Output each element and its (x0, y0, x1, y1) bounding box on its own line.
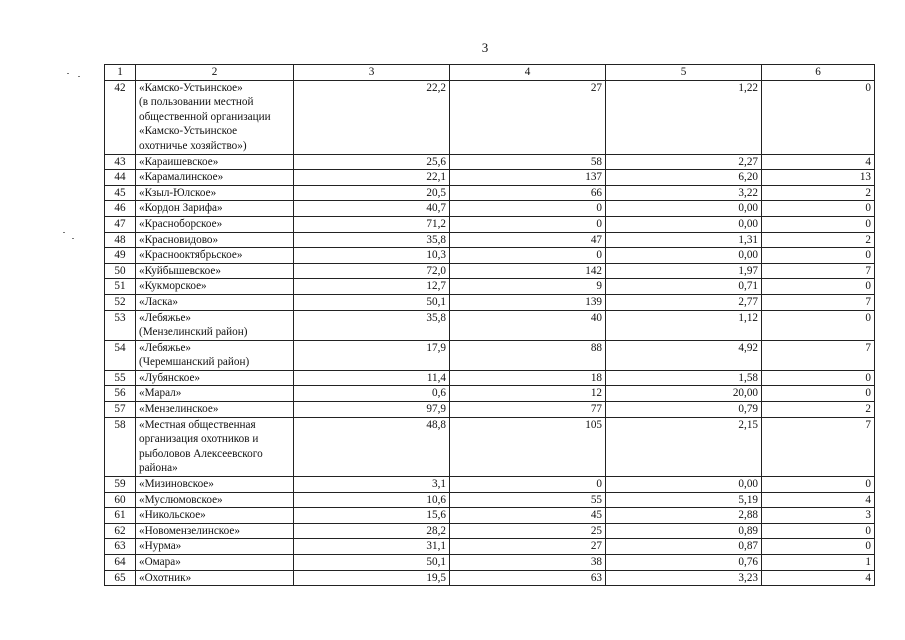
value-col-6: 3 (762, 508, 875, 524)
value-col-5: 1,22 (606, 80, 762, 154)
row-number: 61 (105, 508, 136, 524)
table-row (105, 370, 875, 386)
value-col-5: 20,00 (606, 386, 762, 402)
value-col-6: 2 (762, 232, 875, 248)
value-col-5: 6,20 (606, 170, 762, 186)
hunting-ground-name (136, 154, 294, 170)
hunting-ground-name (136, 386, 294, 402)
name-line: «Мензелинское» (139, 403, 219, 416)
name-line: (Мензелинский район) (139, 326, 248, 339)
hunting-ground-name (136, 263, 294, 279)
value-col-3: 3,1 (294, 477, 450, 493)
hunting-ground-name (136, 555, 294, 571)
row-number: 65 (105, 570, 136, 586)
value-col-5: 3,23 (606, 570, 762, 586)
value-col-4: 12 (450, 386, 606, 402)
hunting-ground-name (136, 201, 294, 217)
hunting-ground-name (136, 523, 294, 539)
hunting-ground-name (136, 402, 294, 418)
name-line: «Новомензелинское» (139, 524, 240, 537)
value-col-3: 71,2 (294, 216, 450, 232)
hunting-ground-name (136, 170, 294, 186)
value-col-4: 77 (450, 402, 606, 418)
value-col-3: 28,2 (294, 523, 450, 539)
value-col-4: 0 (450, 216, 606, 232)
table-row (105, 232, 875, 248)
name-line: организация охотников и (139, 433, 259, 446)
value-col-5: 1,97 (606, 263, 762, 279)
value-col-6: 0 (762, 539, 875, 555)
table-row (105, 477, 875, 493)
hunting-ground-name (136, 310, 294, 340)
value-col-3: 22,1 (294, 170, 450, 186)
name-line: «Местная общественная (139, 418, 256, 431)
table-row (105, 386, 875, 402)
value-col-3: 35,8 (294, 232, 450, 248)
value-col-6: 7 (762, 263, 875, 279)
table-row (105, 492, 875, 508)
table-row (105, 170, 875, 186)
name-line: «Лебяжье» (139, 311, 192, 324)
value-col-5: 0,00 (606, 248, 762, 264)
table-row (105, 417, 875, 476)
value-col-6: 0 (762, 80, 875, 154)
row-number: 42 (105, 80, 136, 154)
value-col-6: 1 (762, 555, 875, 571)
table-row (105, 248, 875, 264)
name-line: «Красновидово» (139, 233, 219, 246)
row-number: 56 (105, 386, 136, 402)
header-cell-2: 2 (136, 65, 294, 81)
table-row (105, 154, 875, 170)
value-col-4: 0 (450, 477, 606, 493)
hunting-ground-name (136, 539, 294, 555)
table-row (105, 294, 875, 310)
value-col-6: 2 (762, 185, 875, 201)
row-number: 52 (105, 294, 136, 310)
value-col-3: 31,1 (294, 539, 450, 555)
table-body (105, 65, 875, 586)
row-number: 45 (105, 185, 136, 201)
value-col-3: 10,6 (294, 492, 450, 508)
value-col-5: 0,89 (606, 523, 762, 539)
name-line: «Марал» (139, 387, 182, 400)
value-col-6: 4 (762, 154, 875, 170)
value-col-6: 7 (762, 340, 875, 370)
table-row (105, 279, 875, 295)
value-col-4: 137 (450, 170, 606, 186)
value-col-5: 2,77 (606, 294, 762, 310)
table-row (105, 402, 875, 418)
name-line: «Кзыл-Юлское» (139, 186, 217, 199)
table-row (105, 555, 875, 571)
header-cell-4: 4 (450, 65, 606, 81)
hunting-ground-name (136, 370, 294, 386)
row-number: 57 (105, 402, 136, 418)
table-row (105, 216, 875, 232)
table-row (105, 185, 875, 201)
name-line: «Караишевское» (139, 155, 219, 168)
row-number: 44 (105, 170, 136, 186)
row-number: 64 (105, 555, 136, 571)
name-line: охотничье хозяйство») (139, 139, 247, 152)
value-col-4: 27 (450, 80, 606, 154)
table-header-row (105, 65, 875, 81)
name-line: (в пользовании местной (139, 96, 254, 109)
value-col-3: 10,3 (294, 248, 450, 264)
value-col-6: 0 (762, 216, 875, 232)
value-col-6: 0 (762, 523, 875, 539)
scan-speck (78, 76, 80, 77)
name-line: «Омара» (139, 556, 181, 568)
hunting-ground-name (136, 185, 294, 201)
value-col-4: 105 (450, 417, 606, 476)
header-cell-1: 1 (105, 65, 136, 81)
hunting-ground-name (136, 417, 294, 476)
hunting-ground-name (136, 248, 294, 264)
header-cell-6: 6 (762, 65, 875, 81)
row-number: 63 (105, 539, 136, 555)
header-cell-3: 3 (294, 65, 450, 81)
row-number: 43 (105, 154, 136, 170)
name-line: «Карамалинское» (139, 171, 224, 184)
name-line: «Кукморское» (139, 280, 207, 293)
table-row (105, 570, 875, 586)
row-number: 50 (105, 263, 136, 279)
row-number: 60 (105, 492, 136, 508)
value-col-6: 0 (762, 279, 875, 295)
value-col-5: 5,19 (606, 492, 762, 508)
scan-speck (67, 73, 69, 74)
value-col-3: 97,9 (294, 402, 450, 418)
value-col-5: 0,71 (606, 279, 762, 295)
name-line: «Краснооктябрьское» (139, 249, 243, 262)
value-col-4: 0 (450, 201, 606, 217)
value-col-5: 0,76 (606, 555, 762, 571)
name-line: «Охотник» (139, 571, 192, 584)
row-number: 55 (105, 370, 136, 386)
value-col-5: 0,79 (606, 402, 762, 418)
value-col-3: 48,8 (294, 417, 450, 476)
value-col-4: 88 (450, 340, 606, 370)
value-col-3: 11,4 (294, 370, 450, 386)
header-cell-5: 5 (606, 65, 762, 81)
value-col-6: 13 (762, 170, 875, 186)
hunting-ground-name (136, 232, 294, 248)
name-line: «Камско-Устьинское (139, 125, 238, 138)
name-line: «Муслюмовское» (139, 493, 223, 506)
name-line: рыболовов Алексеевского (139, 447, 263, 460)
value-col-5: 0,00 (606, 216, 762, 232)
value-col-6: 0 (762, 201, 875, 217)
value-col-3: 35,8 (294, 310, 450, 340)
name-line: «Лебяжье» (139, 341, 192, 354)
name-line: «Камско-Устьинское» (139, 81, 243, 94)
row-number: 49 (105, 248, 136, 264)
hunting-ground-name (136, 80, 294, 154)
table-row (105, 263, 875, 279)
value-col-3: 0,6 (294, 386, 450, 402)
value-col-4: 63 (450, 570, 606, 586)
value-col-4: 58 (450, 154, 606, 170)
value-col-4: 142 (450, 263, 606, 279)
value-col-5: 0,00 (606, 477, 762, 493)
value-col-4: 9 (450, 279, 606, 295)
scan-speck (72, 238, 74, 239)
value-col-6: 0 (762, 248, 875, 264)
value-col-3: 15,6 (294, 508, 450, 524)
name-line: «Никольское» (139, 509, 206, 522)
value-col-5: 1,58 (606, 370, 762, 386)
value-col-4: 47 (450, 232, 606, 248)
hunting-ground-name (136, 216, 294, 232)
name-line: «Мизиновское» (139, 478, 214, 491)
hunting-ground-name (136, 279, 294, 295)
value-col-6: 0 (762, 370, 875, 386)
value-col-6: 4 (762, 492, 875, 508)
value-col-4: 0 (450, 248, 606, 264)
value-col-3: 17,9 (294, 340, 450, 370)
value-col-4: 139 (450, 294, 606, 310)
name-line: «Нурма» (139, 540, 182, 553)
value-col-4: 40 (450, 310, 606, 340)
table-row (105, 340, 875, 370)
scan-speck (63, 232, 65, 233)
value-col-3: 19,5 (294, 570, 450, 586)
name-line: «Кордон Зарифа» (139, 202, 223, 215)
value-col-4: 18 (450, 370, 606, 386)
value-col-3: 40,7 (294, 201, 450, 217)
value-col-3: 25,6 (294, 154, 450, 170)
value-col-6: 0 (762, 310, 875, 340)
hunting-ground-name (136, 570, 294, 586)
name-line: «Лубянское» (139, 371, 201, 384)
value-col-3: 50,1 (294, 294, 450, 310)
value-col-5: 2,27 (606, 154, 762, 170)
name-line: «Ласка» (139, 295, 178, 308)
table-row (105, 310, 875, 340)
value-col-4: 38 (450, 555, 606, 571)
row-number: 59 (105, 477, 136, 493)
data-table (104, 64, 875, 586)
value-col-5: 0,87 (606, 539, 762, 555)
value-col-5: 2,88 (606, 508, 762, 524)
name-line: «Красноборское» (139, 217, 223, 230)
value-col-3: 12,7 (294, 279, 450, 295)
value-col-6: 4 (762, 570, 875, 586)
value-col-3: 22,2 (294, 80, 450, 154)
hunting-ground-name (136, 477, 294, 493)
value-col-6: 7 (762, 294, 875, 310)
row-number: 46 (105, 201, 136, 217)
value-col-5: 3,22 (606, 185, 762, 201)
value-col-3: 72,0 (294, 263, 450, 279)
name-line: (Черемшанский район) (139, 356, 250, 369)
value-col-5: 2,15 (606, 417, 762, 476)
hunting-ground-name (136, 508, 294, 524)
hunting-ground-name (136, 492, 294, 508)
value-col-4: 66 (450, 185, 606, 201)
row-number: 53 (105, 310, 136, 340)
row-number: 58 (105, 417, 136, 476)
name-line: общественной организации (139, 110, 271, 123)
row-number: 51 (105, 279, 136, 295)
hunting-ground-name (136, 294, 294, 310)
row-number: 47 (105, 216, 136, 232)
row-number: 54 (105, 340, 136, 370)
table-row (105, 201, 875, 217)
table-row (105, 539, 875, 555)
page-number: 3 (481, 40, 489, 55)
name-line: «Куйбышевское» (139, 264, 221, 277)
row-number: 62 (105, 523, 136, 539)
table-row (105, 80, 875, 154)
table-row (105, 508, 875, 524)
value-col-6: 0 (762, 477, 875, 493)
value-col-6: 7 (762, 417, 875, 476)
value-col-4: 55 (450, 492, 606, 508)
hunting-ground-name (136, 340, 294, 370)
value-col-5: 0,00 (606, 201, 762, 217)
value-col-5: 1,31 (606, 232, 762, 248)
value-col-3: 20,5 (294, 185, 450, 201)
value-col-4: 25 (450, 523, 606, 539)
value-col-5: 1,12 (606, 310, 762, 340)
row-number: 48 (105, 232, 136, 248)
value-col-6: 0 (762, 386, 875, 402)
value-col-3: 50,1 (294, 555, 450, 571)
value-col-4: 27 (450, 539, 606, 555)
value-col-6: 2 (762, 402, 875, 418)
table-row (105, 523, 875, 539)
value-col-5: 4,92 (606, 340, 762, 370)
value-col-4: 45 (450, 508, 606, 524)
name-line: района» (139, 462, 178, 475)
